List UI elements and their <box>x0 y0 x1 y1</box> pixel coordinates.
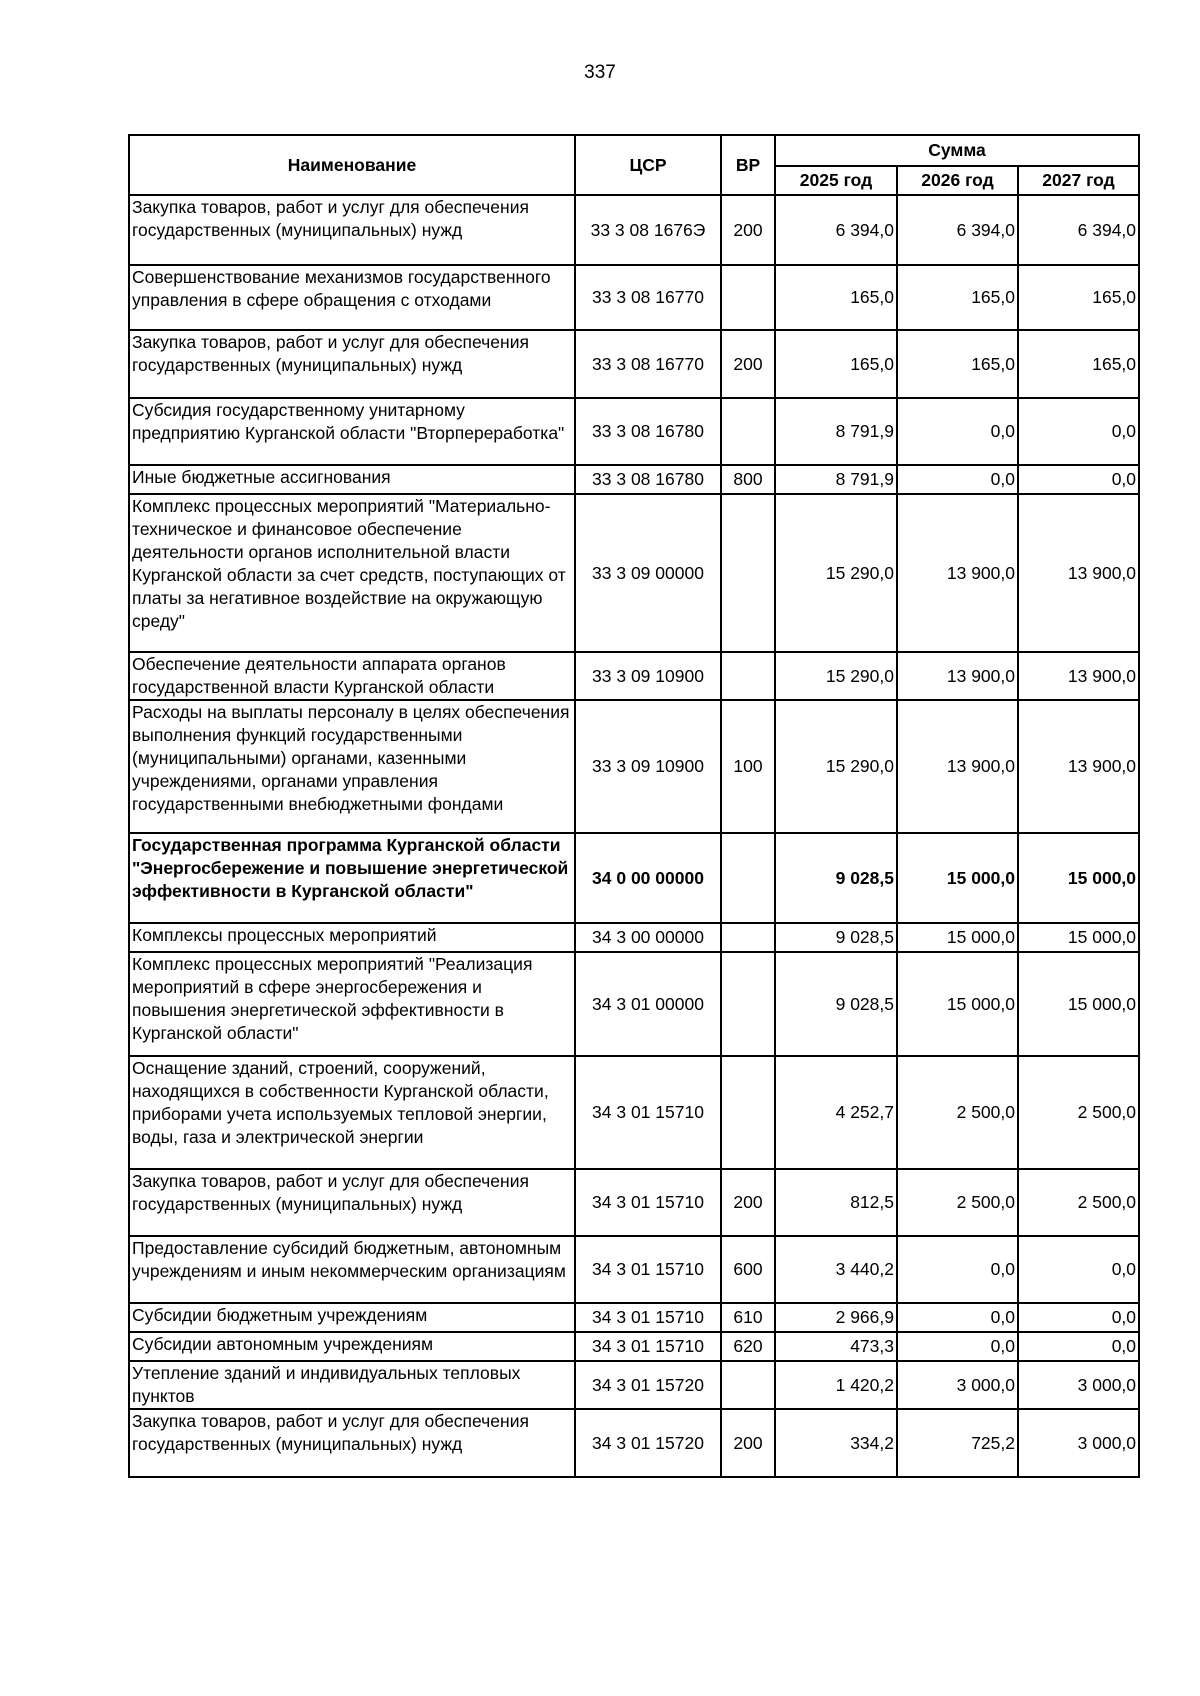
table-row <box>129 494 1139 652</box>
row-name-cell: Закупка товаров, работ и услуг для обеспечения государственных (муниципальных) нужд <box>129 195 575 265</box>
row-vr-cell: 200 <box>721 195 775 265</box>
row-csr-cell: 34 0 00 00000 <box>575 833 721 923</box>
row-2026-cell: 0,0 <box>897 1332 1018 1361</box>
row-name-cell: Предоставление субсидий бюджетным, автономным учреждениям и иным некоммерческим организациям <box>129 1236 575 1303</box>
row-csr-cell: 33 3 08 16780 <box>575 465 721 494</box>
row-2026-cell: 165,0 <box>897 265 1018 330</box>
row-2027-cell: 2 500,0 <box>1018 1056 1139 1169</box>
row-vr-cell <box>721 398 775 465</box>
row-2026-cell: 0,0 <box>897 1303 1018 1332</box>
row-csr-cell: 34 3 01 15710 <box>575 1303 721 1332</box>
row-2025-cell: 15 290,0 <box>775 700 897 833</box>
row-2026-cell: 2 500,0 <box>897 1056 1018 1169</box>
row-2027-cell: 13 900,0 <box>1018 652 1139 700</box>
row-name-cell: Комплексы процессных мероприятий <box>129 923 575 952</box>
row-2027-cell: 0,0 <box>1018 1332 1139 1361</box>
row-csr-cell: 33 3 09 10900 <box>575 652 721 700</box>
row-2025-cell: 6 394,0 <box>775 195 897 265</box>
row-name-cell: Обеспечение деятельности аппарата органов государственной власти Курганской области <box>129 652 575 700</box>
table-row <box>129 1303 1139 1332</box>
table-body <box>129 195 1139 1477</box>
row-name-cell: Субсидии бюджетным учреждениям <box>129 1303 575 1332</box>
row-2026-cell: 0,0 <box>897 465 1018 494</box>
row-csr-cell: 33 3 09 00000 <box>575 494 721 652</box>
row-2027-cell: 15 000,0 <box>1018 833 1139 923</box>
row-2027-cell: 15 000,0 <box>1018 952 1139 1056</box>
table-row <box>129 265 1139 330</box>
page-number: 337 <box>584 62 616 83</box>
row-vr-cell <box>721 952 775 1056</box>
header-name: Наименование <box>129 135 575 195</box>
table-row <box>129 833 1139 923</box>
row-2025-cell: 3 440,2 <box>775 1236 897 1303</box>
table-row <box>129 465 1139 494</box>
row-vr-cell: 200 <box>721 1169 775 1236</box>
row-2025-cell: 8 791,9 <box>775 398 897 465</box>
header-csr: ЦСР <box>575 135 721 195</box>
row-csr-cell: 33 3 08 16770 <box>575 330 721 398</box>
table-row <box>129 398 1139 465</box>
row-2025-cell: 15 290,0 <box>775 494 897 652</box>
row-2026-cell: 15 000,0 <box>897 952 1018 1056</box>
header-vr: ВР <box>721 135 775 195</box>
row-2026-cell: 725,2 <box>897 1409 1018 1477</box>
row-vr-cell <box>721 1056 775 1169</box>
header-year-2027: 2027 год <box>1018 166 1139 195</box>
table-row <box>129 652 1139 700</box>
table-row <box>129 1056 1139 1169</box>
row-2026-cell: 3 000,0 <box>897 1361 1018 1409</box>
row-2025-cell: 2 966,9 <box>775 1303 897 1332</box>
row-name-cell: Субсидия государственному унитарному предприятию Курганской области "Вторпереработка" <box>129 398 575 465</box>
row-2027-cell: 3 000,0 <box>1018 1361 1139 1409</box>
row-vr-cell: 600 <box>721 1236 775 1303</box>
row-2027-cell: 2 500,0 <box>1018 1169 1139 1236</box>
table-row <box>129 700 1139 833</box>
row-vr-cell <box>721 494 775 652</box>
row-2027-cell: 0,0 <box>1018 1303 1139 1332</box>
row-vr-cell <box>721 833 775 923</box>
row-csr-cell: 34 3 01 15710 <box>575 1332 721 1361</box>
row-csr-cell: 34 3 01 15720 <box>575 1361 721 1409</box>
row-2025-cell: 9 028,5 <box>775 923 897 952</box>
row-2027-cell: 13 900,0 <box>1018 700 1139 833</box>
row-2025-cell: 9 028,5 <box>775 952 897 1056</box>
row-vr-cell: 100 <box>721 700 775 833</box>
row-csr-cell: 33 3 08 1676Э <box>575 195 721 265</box>
row-csr-cell: 33 3 08 16770 <box>575 265 721 330</box>
budget-table <box>128 134 1140 1478</box>
row-csr-cell: 33 3 08 16780 <box>575 398 721 465</box>
row-name-cell: Комплекс процессных мероприятий "Материально-техническое и финансовое обеспечение деятельности органов исполнительной власти Курганской области за счет средств, поступающих от платы за негативное воздействие на окружающую среду" <box>129 494 575 652</box>
table-row <box>129 952 1139 1056</box>
row-2025-cell: 4 252,7 <box>775 1056 897 1169</box>
table-row <box>129 330 1139 398</box>
row-2026-cell: 6 394,0 <box>897 195 1018 265</box>
row-csr-cell: 34 3 00 00000 <box>575 923 721 952</box>
table-row <box>129 1169 1139 1236</box>
row-2025-cell: 812,5 <box>775 1169 897 1236</box>
header-sum: Сумма <box>775 135 1139 166</box>
row-vr-cell <box>721 1361 775 1409</box>
row-2027-cell: 13 900,0 <box>1018 494 1139 652</box>
table-row <box>129 1409 1139 1477</box>
row-vr-cell: 620 <box>721 1332 775 1361</box>
row-2025-cell: 165,0 <box>775 330 897 398</box>
row-name-cell: Субсидии автономным учреждениям <box>129 1332 575 1361</box>
row-csr-cell: 34 3 01 15710 <box>575 1236 721 1303</box>
row-csr-cell: 33 3 09 10900 <box>575 700 721 833</box>
row-name-cell: Закупка товаров, работ и услуг для обеспечения государственных (муниципальных) нужд <box>129 330 575 398</box>
row-2027-cell: 0,0 <box>1018 465 1139 494</box>
row-2027-cell: 3 000,0 <box>1018 1409 1139 1477</box>
row-2025-cell: 1 420,2 <box>775 1361 897 1409</box>
row-csr-cell: 34 3 01 15710 <box>575 1056 721 1169</box>
row-2025-cell: 334,2 <box>775 1409 897 1477</box>
row-2027-cell: 15 000,0 <box>1018 923 1139 952</box>
row-vr-cell: 610 <box>721 1303 775 1332</box>
row-name-cell: Оснащение зданий, строений, сооружений, находящихся в собственности Курганской области, приборами учета используемых тепловой энергии, воды, газа и электрической энергии <box>129 1056 575 1169</box>
header-year-2025: 2025 год <box>775 166 897 195</box>
row-csr-cell: 34 3 01 15720 <box>575 1409 721 1477</box>
row-name-cell: Закупка товаров, работ и услуг для обеспечения государственных (муниципальных) нужд <box>129 1409 575 1477</box>
row-csr-cell: 34 3 01 00000 <box>575 952 721 1056</box>
table-row <box>129 923 1139 952</box>
header-year-2026: 2026 год <box>897 166 1018 195</box>
row-vr-cell: 200 <box>721 1409 775 1477</box>
row-2025-cell: 473,3 <box>775 1332 897 1361</box>
row-2027-cell: 0,0 <box>1018 1236 1139 1303</box>
row-2026-cell: 2 500,0 <box>897 1169 1018 1236</box>
table-row <box>129 1361 1139 1409</box>
row-2027-cell: 6 394,0 <box>1018 195 1139 265</box>
row-2026-cell: 15 000,0 <box>897 923 1018 952</box>
row-2025-cell: 9 028,5 <box>775 833 897 923</box>
row-vr-cell <box>721 265 775 330</box>
row-name-cell: Расходы на выплаты персоналу в целях обеспечения выполнения функций государственными (муниципальными) органами, казенными учреждениями, органами управления государственными внебюджетными фондами <box>129 700 575 833</box>
row-name-cell: Закупка товаров, работ и услуг для обеспечения государственных (муниципальных) нужд <box>129 1169 575 1236</box>
row-csr-cell: 34 3 01 15710 <box>575 1169 721 1236</box>
table-row <box>129 1332 1139 1361</box>
row-name-cell: Государственная программа Курганской области "Энергосбережение и повышение энергетической эффективности в Курганской области" <box>129 833 575 923</box>
row-2025-cell: 15 290,0 <box>775 652 897 700</box>
row-2026-cell: 13 900,0 <box>897 652 1018 700</box>
table-row <box>129 1236 1139 1303</box>
row-vr-cell: 200 <box>721 330 775 398</box>
row-2026-cell: 13 900,0 <box>897 700 1018 833</box>
row-name-cell: Комплекс процессных мероприятий "Реализация мероприятий в сфере энергосбережения и повышения энергетической эффективности в Курганской области" <box>129 952 575 1056</box>
row-vr-cell <box>721 652 775 700</box>
row-2025-cell: 8 791,9 <box>775 465 897 494</box>
row-vr-cell <box>721 923 775 952</box>
row-2027-cell: 165,0 <box>1018 265 1139 330</box>
row-2026-cell: 0,0 <box>897 1236 1018 1303</box>
table-row <box>129 195 1139 265</box>
row-name-cell: Утепление зданий и индивидуальных тепловых пунктов <box>129 1361 575 1409</box>
row-name-cell: Совершенствование механизмов государственного управления в сфере обращения с отходами <box>129 265 575 330</box>
row-2027-cell: 0,0 <box>1018 398 1139 465</box>
row-2026-cell: 13 900,0 <box>897 494 1018 652</box>
row-2027-cell: 165,0 <box>1018 330 1139 398</box>
row-2026-cell: 0,0 <box>897 398 1018 465</box>
row-2026-cell: 15 000,0 <box>897 833 1018 923</box>
row-2025-cell: 165,0 <box>775 265 897 330</box>
row-2026-cell: 165,0 <box>897 330 1018 398</box>
row-name-cell: Иные бюджетные ассигнования <box>129 465 575 494</box>
row-vr-cell: 800 <box>721 465 775 494</box>
